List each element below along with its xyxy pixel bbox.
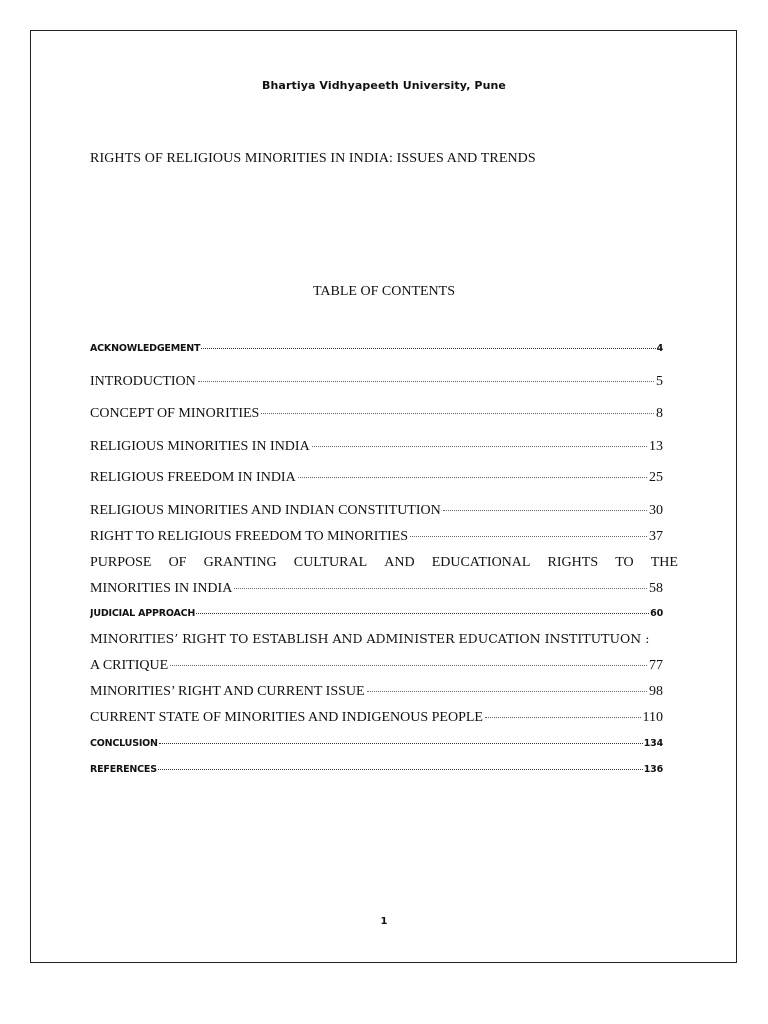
toc-word: GRANTING bbox=[203, 555, 277, 570]
dot-leader bbox=[298, 476, 647, 478]
dot-leader bbox=[159, 742, 643, 744]
toc-entry-purpose-line2[interactable] bbox=[90, 581, 663, 597]
toc-entry-establish-line2[interactable] bbox=[90, 658, 663, 674]
toc-word: CULTURAL bbox=[293, 555, 368, 570]
toc-entry-label: CURRENT STATE OF MINORITIES AND INDIGENOUS PEOPLE bbox=[90, 710, 483, 725]
toc-entry-label: CONCLUSION bbox=[90, 738, 158, 749]
toc-entry-label: A CRITIQUE bbox=[90, 658, 169, 673]
dot-leader bbox=[410, 535, 647, 537]
toc-entry-page: 25 bbox=[649, 470, 663, 485]
toc-entry-conclusion[interactable] bbox=[90, 738, 663, 749]
toc-entry-page: 8 bbox=[656, 406, 663, 421]
toc-entry-page: 60 bbox=[650, 608, 663, 619]
toc-entry-label: ACKNOWLEDGEMENT bbox=[90, 343, 201, 354]
toc-entry-indian-constitution[interactable] bbox=[90, 503, 663, 519]
toc-entry-label: MINORITIES IN INDIA bbox=[90, 581, 233, 596]
toc-entry-label: MINORITIES’ RIGHT TO ESTABLISH AND ADMINISTER EDUCATION INSTITUTUON : bbox=[90, 631, 650, 646]
toc-heading: TABLE OF CONTENTS bbox=[313, 284, 455, 299]
dot-leader bbox=[367, 690, 647, 692]
toc-entry-religious-freedom[interactable] bbox=[90, 470, 663, 486]
toc-word: PURPOSE bbox=[90, 555, 152, 570]
toc-entry-indigenous-people[interactable] bbox=[90, 710, 663, 726]
toc-entry-religious-minorities[interactable] bbox=[90, 439, 663, 455]
toc-entry-label: INTRODUCTION bbox=[90, 374, 196, 389]
toc-word: AND bbox=[384, 555, 415, 570]
toc-entry-label: RIGHT TO RELIGIOUS FREEDOM TO MINORITIES bbox=[90, 529, 408, 544]
toc-entry-page: 136 bbox=[643, 764, 663, 775]
toc-entry-purpose-line1[interactable] bbox=[90, 555, 678, 571]
university-header: Bhartiya Vidhyapeeth University, Pune bbox=[262, 79, 506, 92]
page-number: 1 bbox=[380, 916, 388, 927]
toc-entry-label: CONCEPT OF MINORITIES bbox=[90, 406, 260, 421]
toc-entry-label: RELIGIOUS FREEDOM IN INDIA bbox=[90, 470, 296, 485]
dot-leader bbox=[201, 347, 655, 349]
toc-word: TO bbox=[615, 555, 634, 570]
dot-leader bbox=[443, 509, 647, 511]
toc-entry-page: 98 bbox=[649, 684, 663, 699]
toc-entry-label: REFERENCES bbox=[90, 764, 157, 775]
dot-leader bbox=[485, 716, 641, 718]
page-border bbox=[30, 30, 737, 963]
dot-leader bbox=[170, 664, 647, 666]
dot-leader bbox=[198, 380, 654, 382]
toc-entry-establish-line1[interactable] bbox=[90, 631, 690, 646]
toc-entry-concept-of-minorities[interactable] bbox=[90, 406, 663, 422]
toc-entry-label: MINORITIES’ RIGHT AND CURRENT ISSUE bbox=[90, 684, 365, 699]
toc-entry-label: RELIGIOUS MINORITIES IN INDIA bbox=[90, 439, 310, 454]
dot-leader bbox=[312, 445, 647, 447]
dot-leader bbox=[158, 768, 643, 770]
toc-entry-page: 13 bbox=[649, 439, 663, 454]
toc-entry-current-issue[interactable] bbox=[90, 684, 663, 700]
toc-word: THE bbox=[650, 555, 678, 570]
toc-entry-label: JUDICIAL APPROACH bbox=[90, 608, 196, 619]
dot-leader bbox=[261, 412, 654, 414]
dot-leader bbox=[234, 587, 647, 589]
dot-leader bbox=[196, 612, 649, 614]
toc-word: OF bbox=[168, 555, 187, 570]
document-title: RIGHTS OF RELIGIOUS MINORITIES IN INDIA: ISSUES AND TRENDS bbox=[90, 151, 536, 166]
toc-entry-page: 4 bbox=[656, 343, 663, 354]
toc-entry-page: 77 bbox=[649, 658, 663, 673]
toc-entry-page: 30 bbox=[649, 503, 663, 518]
toc-entry-page: 58 bbox=[649, 581, 663, 596]
toc-word: RIGHTS bbox=[547, 555, 599, 570]
toc-entry-label: RELIGIOUS MINORITIES AND INDIAN CONSTITUTION bbox=[90, 503, 441, 518]
toc-entry-page: 110 bbox=[642, 710, 663, 725]
toc-entry-references[interactable] bbox=[90, 764, 663, 775]
toc-entry-page: 37 bbox=[649, 529, 663, 544]
toc-entry-acknowledgement[interactable] bbox=[90, 343, 663, 354]
toc-entry-judicial-approach[interactable] bbox=[90, 608, 663, 619]
toc-entry-page: 134 bbox=[643, 738, 663, 749]
toc-entry-right-to-religious-freedom[interactable] bbox=[90, 529, 663, 545]
toc-entry-introduction[interactable] bbox=[90, 374, 663, 390]
toc-word: EDUCATIONAL bbox=[431, 555, 531, 570]
toc-entry-page: 5 bbox=[656, 374, 663, 389]
